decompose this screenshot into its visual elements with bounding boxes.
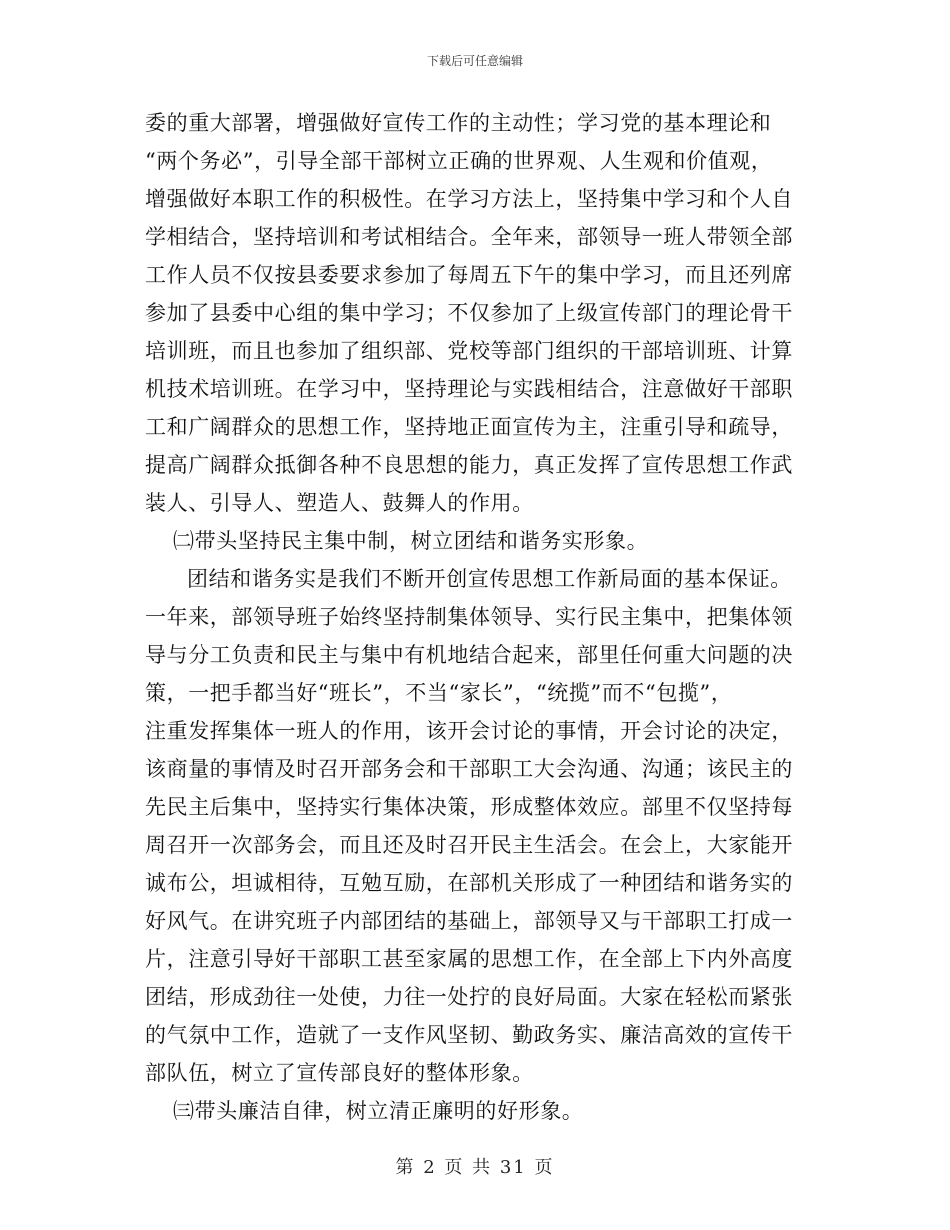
paragraph-line: 工作人员不仅按县委要求参加了每周五下午的集中学习，而且还列席 [145,263,793,287]
paragraph-line: 该商量的事情及时召开部务会和干部职工大会沟通、沟通；该民主的 [145,757,793,781]
paragraph-line: 诚布公，坦诚相待，互勉互励，在部机关形成了一种团结和谐务实的 [145,871,793,895]
paragraph-line: 导与分工负责和民主与集中有机地结合起来，部里任何重大问题的决 [145,643,793,667]
paragraph-line: 增强做好本职工作的积极性。在学习方法上，坚持集中学习和个人自 [145,187,793,211]
paragraph-line: 先民主后集中，坚持实行集体决策，形成整体效应。部里不仅坚持每 [145,795,793,819]
paragraph-line: 装人、引导人、塑造人、鼓舞人的作用。 [145,491,534,515]
paragraph-line: 的气氛中工作，造就了一支作风坚韧、勤政务实、廉洁高效的宣传干 [145,1023,793,1047]
paragraph-line: 提高广阔群众抵御各种不良思想的能力，真正发挥了宣传思想工作武 [145,453,793,477]
paragraph-line: “两个务必”，引导全部干部树立正确的世界观、人生观和价值观， [145,149,773,173]
paragraph-line: 好风气。在讲究班子内部团结的基础上，部领导又与干部职工打成一 [145,909,793,933]
paragraph-line: 机技术培训班。在学习中，坚持理论与实践相结合，注意做好干部职 [145,377,793,401]
paragraph-line: 培训班，而且也参加了组织部、党校等部门组织的干部培训班、计算 [145,339,793,363]
paragraph-line: 片，注意引导好干部职工甚至家属的思想工作，在全部上下内外高度 [145,947,793,971]
paragraph-line: 策，一把手都当好“班长”，不当“家长”，“统揽”而不“包揽”， [145,681,733,705]
page-header: 下载后可任意编辑 [426,54,523,68]
paragraph-line: 学相结合，坚持培训和考试相结合。全年来，部领导一班人带领全部 [145,225,793,249]
paragraph-line: 委的重大部署，增强做好宣传工作的主动性；学习党的基本理论和 [145,111,772,135]
paragraph-line: 注重发挥集体一班人的作用，该开会讨论的事情，开会讨论的决定， [145,719,793,743]
paragraph-line: 一年来，部领导班子始终坚持制集体领导、实行民主集中，把集体领 [145,605,793,629]
paragraph-line: 团结，形成劲往一处使，力往一处拧的良好局面。大家在轻松而紧张 [145,985,793,1009]
paragraph-line: 部队伍，树立了宣传部良好的整体形象。 [145,1061,534,1085]
paragraph-line: 团结和谐务实是我们不断开创宣传思想工作新局面的基本保证。 [187,567,792,591]
body-text [145,104,813,1130]
paragraph-line: 参加了县委中心组的集中学习；不仅参加了上级宣传部门的理论骨干 [145,301,793,325]
section-heading: ㈡带头坚持民主集中制，树立团结和谐务实形象。 [173,529,649,553]
page-footer: 第 2 页 共 31 页 [395,1157,555,1178]
paragraph-line: 工和广阔群众的思想工作，坚持地正面宣传为主，注重引导和疏导， [145,415,793,439]
paragraph-line: 周召开一次部务会，而且还及时召开民主生活会。在会上，大家能开 [145,833,793,857]
section-heading: ㈢带头廉洁自律，树立清正廉明的好形象。 [173,1099,584,1123]
